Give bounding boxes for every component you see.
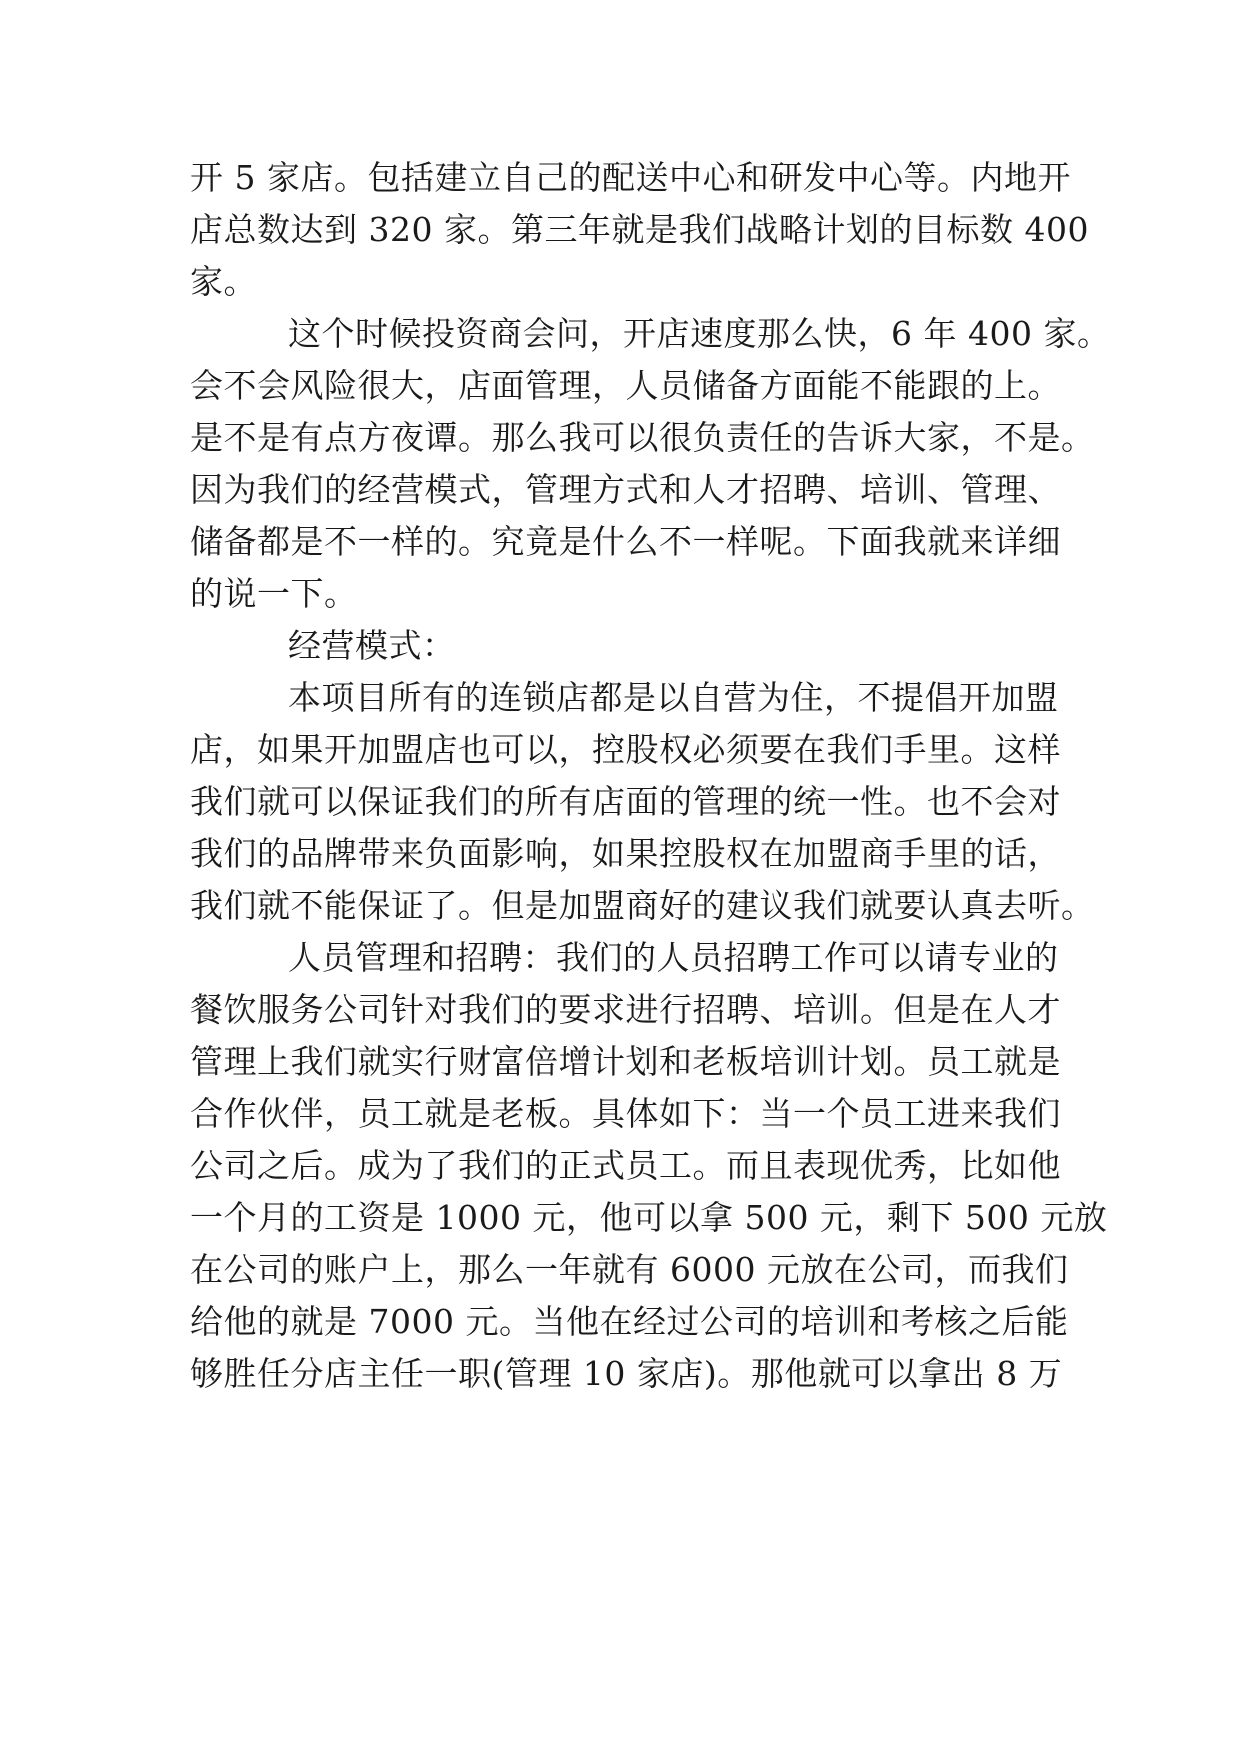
text-line: 公司之后。成为了我们的正式员工。而且表现优秀，比如他 — [190, 1146, 1061, 1185]
text-line: 合作伙伴，员工就是老板。具体如下：当一个员工进来我们 — [190, 1094, 1061, 1133]
text-line: 储备都是不一样的。究竟是什么不一样呢。下面我就来详细 — [190, 522, 1061, 561]
text-line: 的说一下。 — [190, 574, 358, 613]
section-heading: 经营模式： — [288, 626, 456, 665]
text-line: 家。 — [190, 262, 257, 301]
text-line: 给他的就是 7000 元。当他在经过公司的培训和考核之后能 — [190, 1302, 1069, 1341]
text-line: 我们就可以保证我们的所有店面的管理的统一性。也不会对 — [190, 782, 1061, 821]
text-line: 因为我们的经营模式，管理方式和人才招聘、培训、管理、 — [190, 470, 1061, 509]
text-line: 店，如果开加盟店也可以，控股权必须要在我们手里。这样 — [190, 730, 1061, 769]
text-line: 我们的品牌带来负面影响，如果控股权在加盟商手里的话， — [190, 834, 1061, 873]
text-line: 管理上我们就实行财富倍增计划和老板培训计划。员工就是 — [190, 1042, 1061, 1081]
text-line: 本项目所有的连锁店都是以自营为住，不提倡开加盟 — [288, 678, 1059, 717]
text-line: 在公司的账户上，那么一年就有 6000 元放在公司，而我们 — [190, 1250, 1069, 1289]
text-line: 餐饮服务公司针对我们的要求进行招聘、培训。但是在人才 — [190, 990, 1061, 1029]
text-line: 是不是有点方夜谭。那么我可以很负责任的告诉大家，不是。 — [190, 418, 1095, 457]
text-line: 会不会风险很大，店面管理，人员储备方面能不能跟的上。 — [190, 366, 1061, 405]
text-line: 店总数达到 320 家。第三年就是我们战略计划的目标数 400 — [190, 210, 1089, 249]
text-line: 够胜任分店主任一职(管理 10 家店)。那他就可以拿出 8 万 — [190, 1354, 1063, 1393]
text-line: 这个时候投资商会问，开店速度那么快，6 年 400 家。 — [288, 314, 1111, 353]
body-text — [190, 152, 1111, 1400]
text-line: 开 5 家店。包括建立自己的配送中心和研发中心等。内地开 — [190, 158, 1071, 197]
text-line: 我们就不能保证了。但是加盟商好的建议我们就要认真去听。 — [190, 886, 1095, 925]
text-line: 人员管理和招聘：我们的人员招聘工作可以请专业的 — [288, 938, 1059, 977]
text-line: 一个月的工资是 1000 元，他可以拿 500 元，剩下 500 元放 — [190, 1198, 1108, 1237]
